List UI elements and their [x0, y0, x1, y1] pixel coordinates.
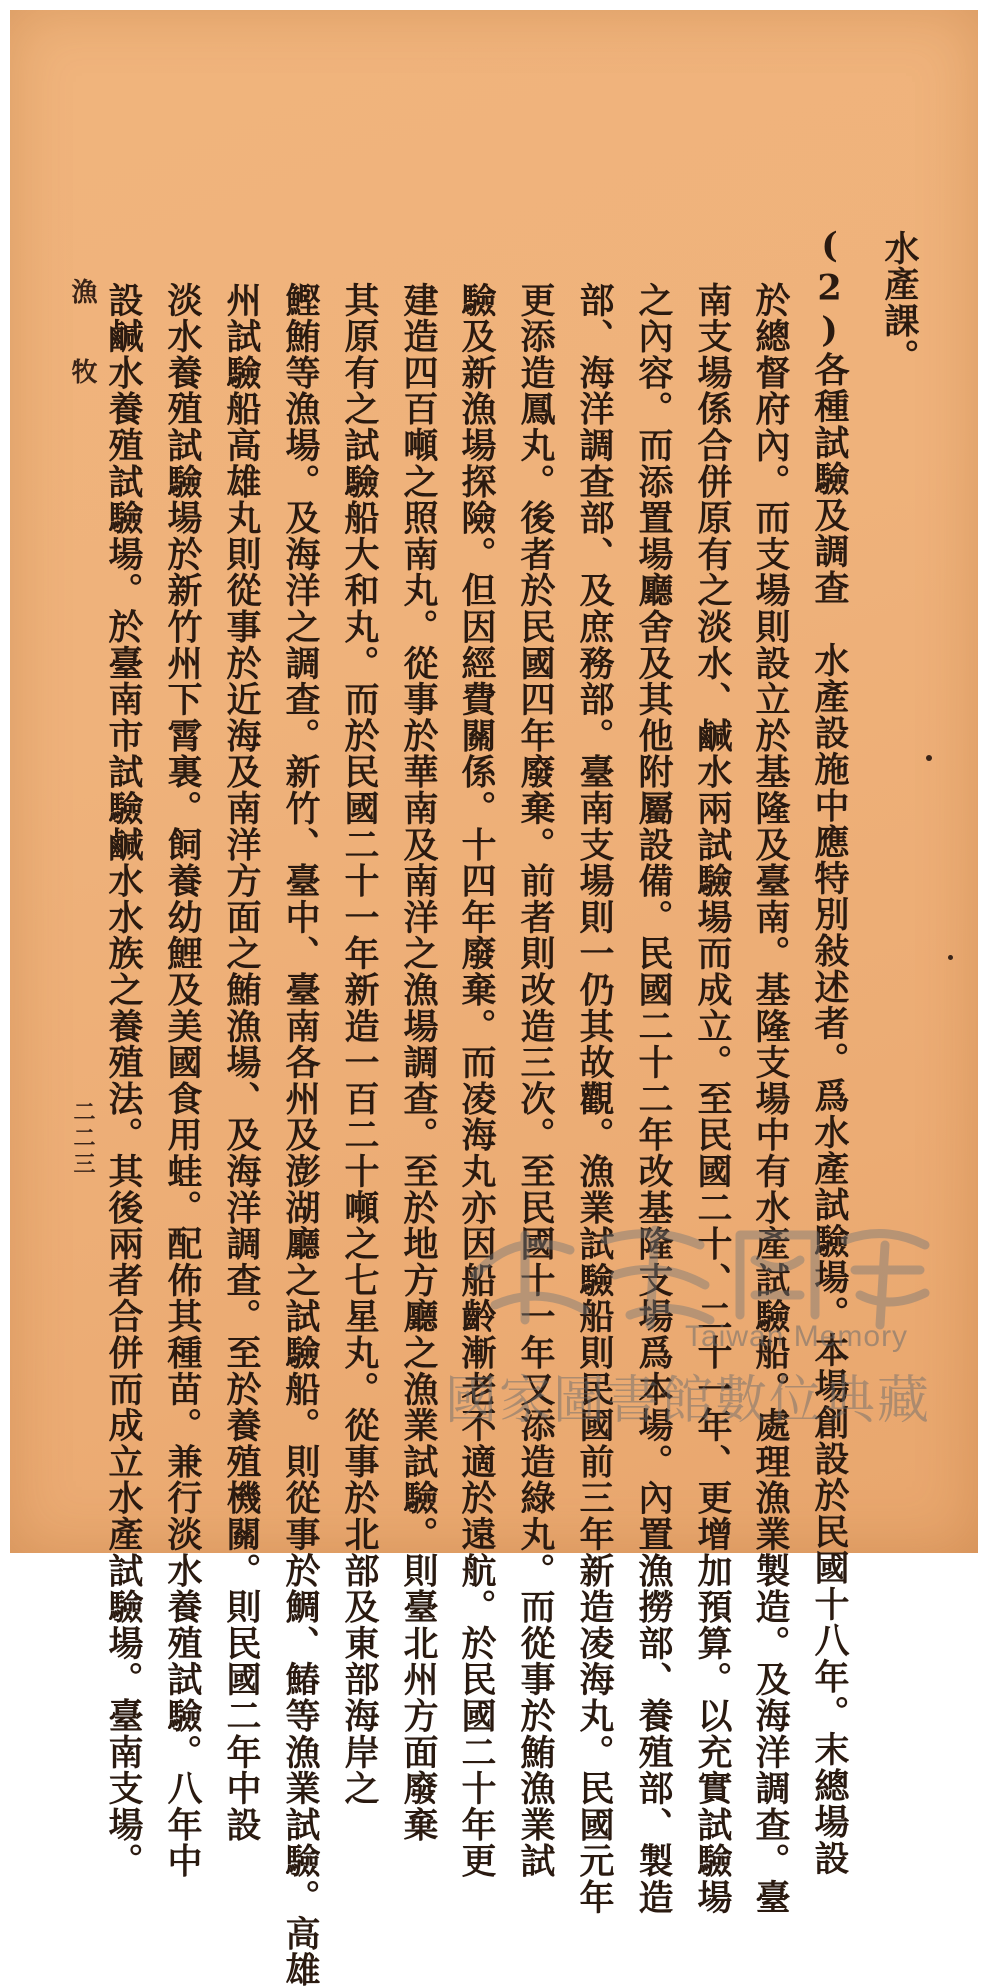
text-column-9: 建造四百噸之照南丸。從事於華南及南洋之漁場調查。至於地方廳之漁業試驗。則臺北州方面廢棄 — [398, 282, 439, 1843]
text-column-14: 設鹹水養殖試驗場。於臺南市試驗鹹水水族之養殖法。其後兩者合併而成立水產試驗場。臺南支場。 — [103, 282, 144, 1880]
text-column-4: 南支場係合併原有之淡水、鹹水兩試驗場而成立。至民國二十、二十一年、更增加預算。以充實試驗場 — [692, 282, 733, 1916]
text-column-10: 其原有之試驗船大和丸。而於民國二十一年新造一百二十噸之七星丸。從事於北部及東部海岸之 — [339, 282, 380, 1807]
text-column-13: 淡水養殖試驗場於新竹州下霄裏。飼養幼鯉及美國食用蛙。配佈其種苗。兼行淡水養殖試驗。八年中 — [162, 282, 203, 1880]
paper-speck — [948, 955, 953, 960]
text-column-1: 水產課。 — [879, 230, 920, 376]
text-column-11: 鰹鮪等漁場。及海洋之調查。新竹、臺中、臺南各州及澎湖廳之試驗船。則從事於鯛、鰆等漁業試驗。高雄 — [280, 282, 321, 1988]
text-column-7: 更添造鳳丸。後者於民國四年廢棄。前者則改造三次。至民國十一年又添造綠丸。而從事於鮪漁業試 — [515, 282, 556, 1880]
watermark-english: Taiwan Memory — [685, 1320, 909, 1353]
text-column-12: 州試驗船高雄丸則從事於近海及南洋方面之鮪漁場、及海洋調查。至於養殖機關。則民國二年中設 — [221, 282, 262, 1843]
text-column-8: 驗及新漁場探險。但因經費關係。十四年廢棄。而凌海丸亦因船齡漸老不適於遠航。於民國二十年更 — [456, 282, 497, 1880]
text-column-3: 於總督府內。而支場則設立於基隆及臺南。基隆支場中有水產試驗船。處理漁業製造。及海洋調查。臺 — [750, 282, 791, 1916]
taiwan-memory-logo — [455, 1215, 945, 1335]
text-column-6: 部、海洋調查部、及庶務部。臺南支場則一仍其故觀。漁業試驗船則民國前三年新造凌海丸。民國元年 — [574, 282, 615, 1916]
text-column-2: (2)各種試驗及調查 水產設施中應特別敍述者。爲水產試驗場。本場創設於民國十八年。末總場設 — [809, 225, 850, 1877]
watermark-chinese: 國家圖書館數位典藏 — [445, 1371, 932, 1431]
running-footer: 漁 牧 — [67, 278, 97, 398]
text-column-5: 之內容。而添置場廳舍及其他附屬設備。民國二十二年改基隆支場爲本場。內置漁撈部、養殖部、製造 — [633, 282, 674, 1916]
paper-speck — [926, 755, 932, 761]
page-number: 二二三 — [70, 1100, 96, 1178]
